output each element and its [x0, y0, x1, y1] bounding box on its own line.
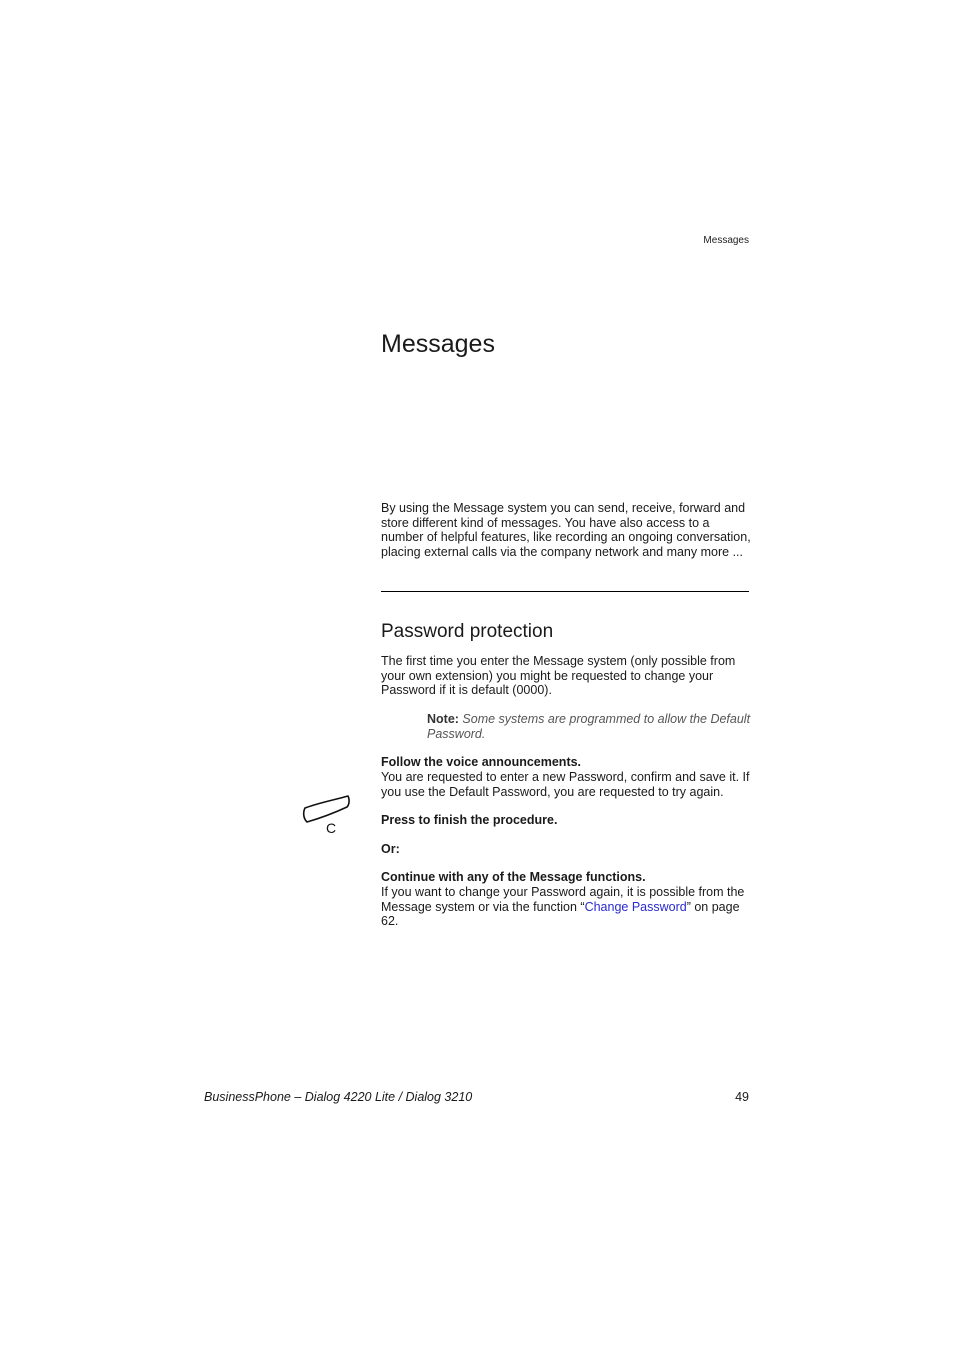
section-title: Password protection — [381, 621, 554, 642]
chapter-title: Messages — [381, 330, 495, 358]
page-number: 49 — [735, 1090, 749, 1104]
step1-heading: Follow the voice announcements. — [381, 755, 582, 769]
key-label: C — [326, 820, 337, 836]
section-divider — [381, 591, 749, 592]
footer-product: BusinessPhone – Dialog 4220 Lite / Dialog 3210 — [204, 1090, 473, 1104]
step1-body: You are requested to enter a new Password, confirm and save it. If you use the Default Password, you are requested to try again. — [381, 770, 750, 799]
step3-heading: Continue with any of the Message functions. — [381, 870, 646, 884]
or-label: Or: — [381, 842, 400, 856]
step2-heading: Press to finish the procedure. — [381, 813, 558, 827]
change-password-link[interactable]: Change Password — [584, 899, 687, 914]
running-header: Messages — [703, 235, 749, 246]
step3-text-after: ” on page 62. — [381, 899, 740, 929]
password-paragraph: The first time you enter the Message system (only possible from your own extension) you might be requested to change your Password if it is default (0000). — [381, 654, 736, 698]
note — [427, 712, 753, 741]
note-label: Note: — [427, 712, 459, 726]
intro-paragraph: By using the Message system you can send, receive, forward and store different kind of messages. You have also access to a number of helpful features, like recording an ongoing conversation, placing external calls via the company network and many more ... — [381, 501, 751, 559]
step3-body — [381, 885, 753, 929]
clear-key-icon — [300, 794, 352, 836]
note-text: Some systems are programmed to allow the Default Password. — [427, 712, 751, 741]
step3-text-before: If you want to change your Password again, it is possible from the Message system or via the function “ — [381, 885, 745, 914]
